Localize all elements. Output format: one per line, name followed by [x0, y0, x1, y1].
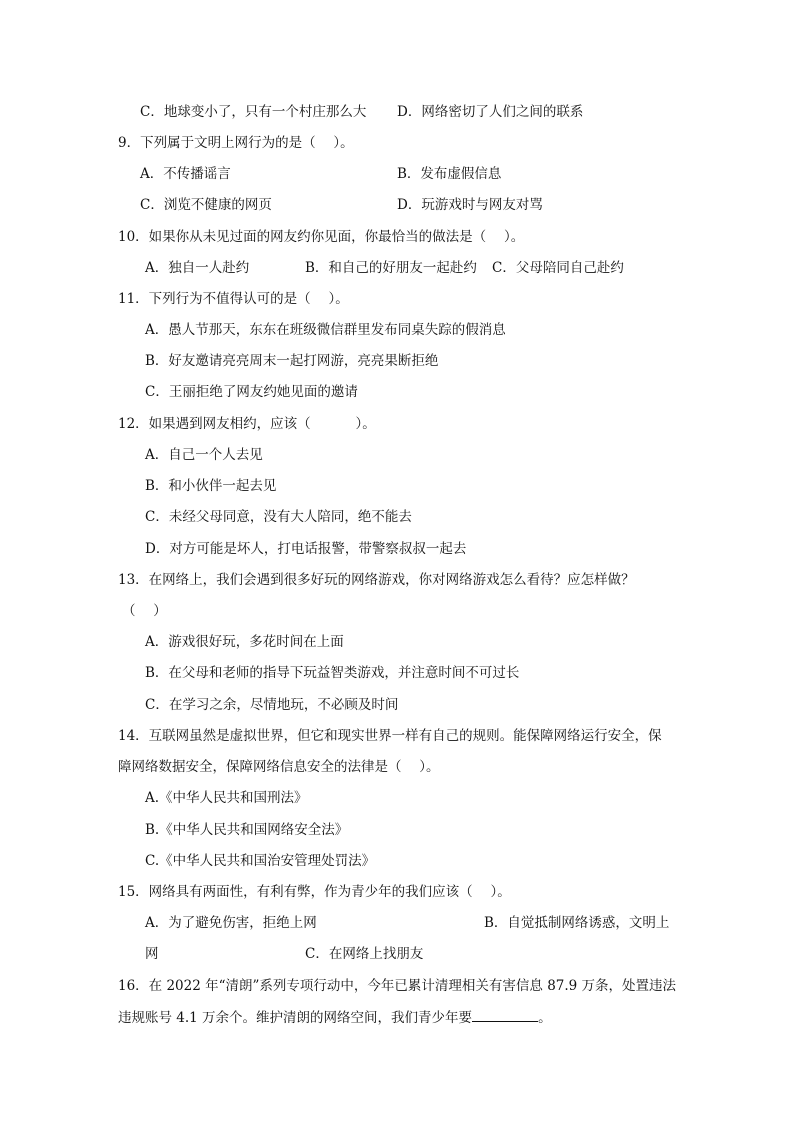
- q15-option-b-line2: 网: [145, 946, 159, 962]
- q16-stem-end: 。: [538, 1010, 552, 1026]
- q11-option-b: B．好友邀请亮亮周末一起打网游，亮亮果断拒绝: [145, 353, 439, 369]
- q15-option-b-line1: B．自觉抵制网络诱惑，文明上: [484, 915, 670, 931]
- q15-option-a: A．为了避免伤害，拒绝上网: [145, 915, 317, 931]
- q15-stem: 15．网络具有两面性，有利有弊，作为青少年的我们应该（ ）。: [118, 884, 511, 900]
- q8-option-c: C．地球变小了，只有一个村庄那么大: [140, 104, 367, 120]
- q15-option-c: C．在网络上找朋友: [305, 946, 424, 962]
- q9-option-d: D．玩游戏时与网友对骂: [397, 197, 543, 213]
- q14-stem-line1: 14．互联网虽然是虚拟世界，但它和现实世界一样有自己的规则。能保障网络运行安全，保: [118, 728, 662, 744]
- q10-stem: 10．如果你从未见过面的网友约你见面，你最恰当的做法是（ ）。: [118, 229, 525, 245]
- q9-option-c: C．浏览不健康的网页: [140, 197, 272, 213]
- q12-option-c: C．未经父母同意，没有大人陪同，绝不能去: [145, 509, 412, 525]
- q12-option-b: B．和小伙伴一起去见: [145, 478, 277, 494]
- q14-option-b: B.《中华人民共和国网络安全法》: [145, 822, 349, 838]
- q13-stem-line1: 13．在网络上，我们会遇到很多好玩的网络游戏，你对网络游戏怎么看待？应怎样做？: [118, 572, 635, 588]
- q13-option-a: A．游戏很好玩，多花时间在上面: [145, 634, 344, 650]
- answer-blank: [472, 1007, 538, 1022]
- q9-option-b: B．发布虚假信息: [397, 166, 502, 182]
- q11-stem: 11．下列行为不值得认可的是（ ）。: [118, 291, 349, 307]
- q16-stem-line2: [118, 1007, 552, 1027]
- q12-option-d: D．对方可能是坏人，打电话报警，带警察叔叔一起去: [145, 541, 467, 557]
- q16-stem-line1: 16．在 2022 年“清朗”系列专项行动中，今年已累计清理相关有害信息 87.9 万条，处置违法: [118, 978, 677, 994]
- q13-option-c: C．在学习之余，尽情地玩，不必顾及时间: [145, 697, 399, 713]
- q10-option-c: C．父母陪同自己赴约: [492, 260, 624, 276]
- q13-stem-line2: （ ）: [122, 603, 167, 619]
- q11-option-a: A．愚人节那天，东东在班级微信群里发布同桌失踪的假消息: [145, 322, 506, 338]
- q13-option-b: B．在父母和老师的指导下玩益智类游戏，并注意时间不可过长: [145, 665, 520, 681]
- q12-stem: 12．如果遇到网友相约，应该（ ）。: [118, 416, 376, 432]
- q12-option-a: A．自己一个人去见: [145, 447, 263, 463]
- q14-option-a: A.《中华人民共和国刑法》: [145, 790, 308, 806]
- q16-stem-text: 违规账号 4.1 万余个。维护清朗的网络空间，我们青少年要: [118, 1010, 473, 1026]
- q9-stem: 9．下列属于文明上网行为的是（ ）。: [118, 135, 354, 151]
- q10-option-a: A．独自一人赴约: [145, 260, 250, 276]
- q9-option-a: A．不传播谣言: [140, 166, 231, 182]
- q11-option-c: C．王丽拒绝了网友约她见面的邀请: [145, 384, 358, 400]
- q14-stem-line2: 障网络数据安全，保障网络信息安全的法律是（ ）。: [118, 759, 440, 775]
- q10-option-b: B．和自己的好朋友一起赴约: [305, 260, 477, 276]
- q14-option-c: C.《中华人民共和国治安管理处罚法》: [145, 853, 376, 869]
- q8-option-d: D．网络密切了人们之间的联系: [397, 104, 584, 120]
